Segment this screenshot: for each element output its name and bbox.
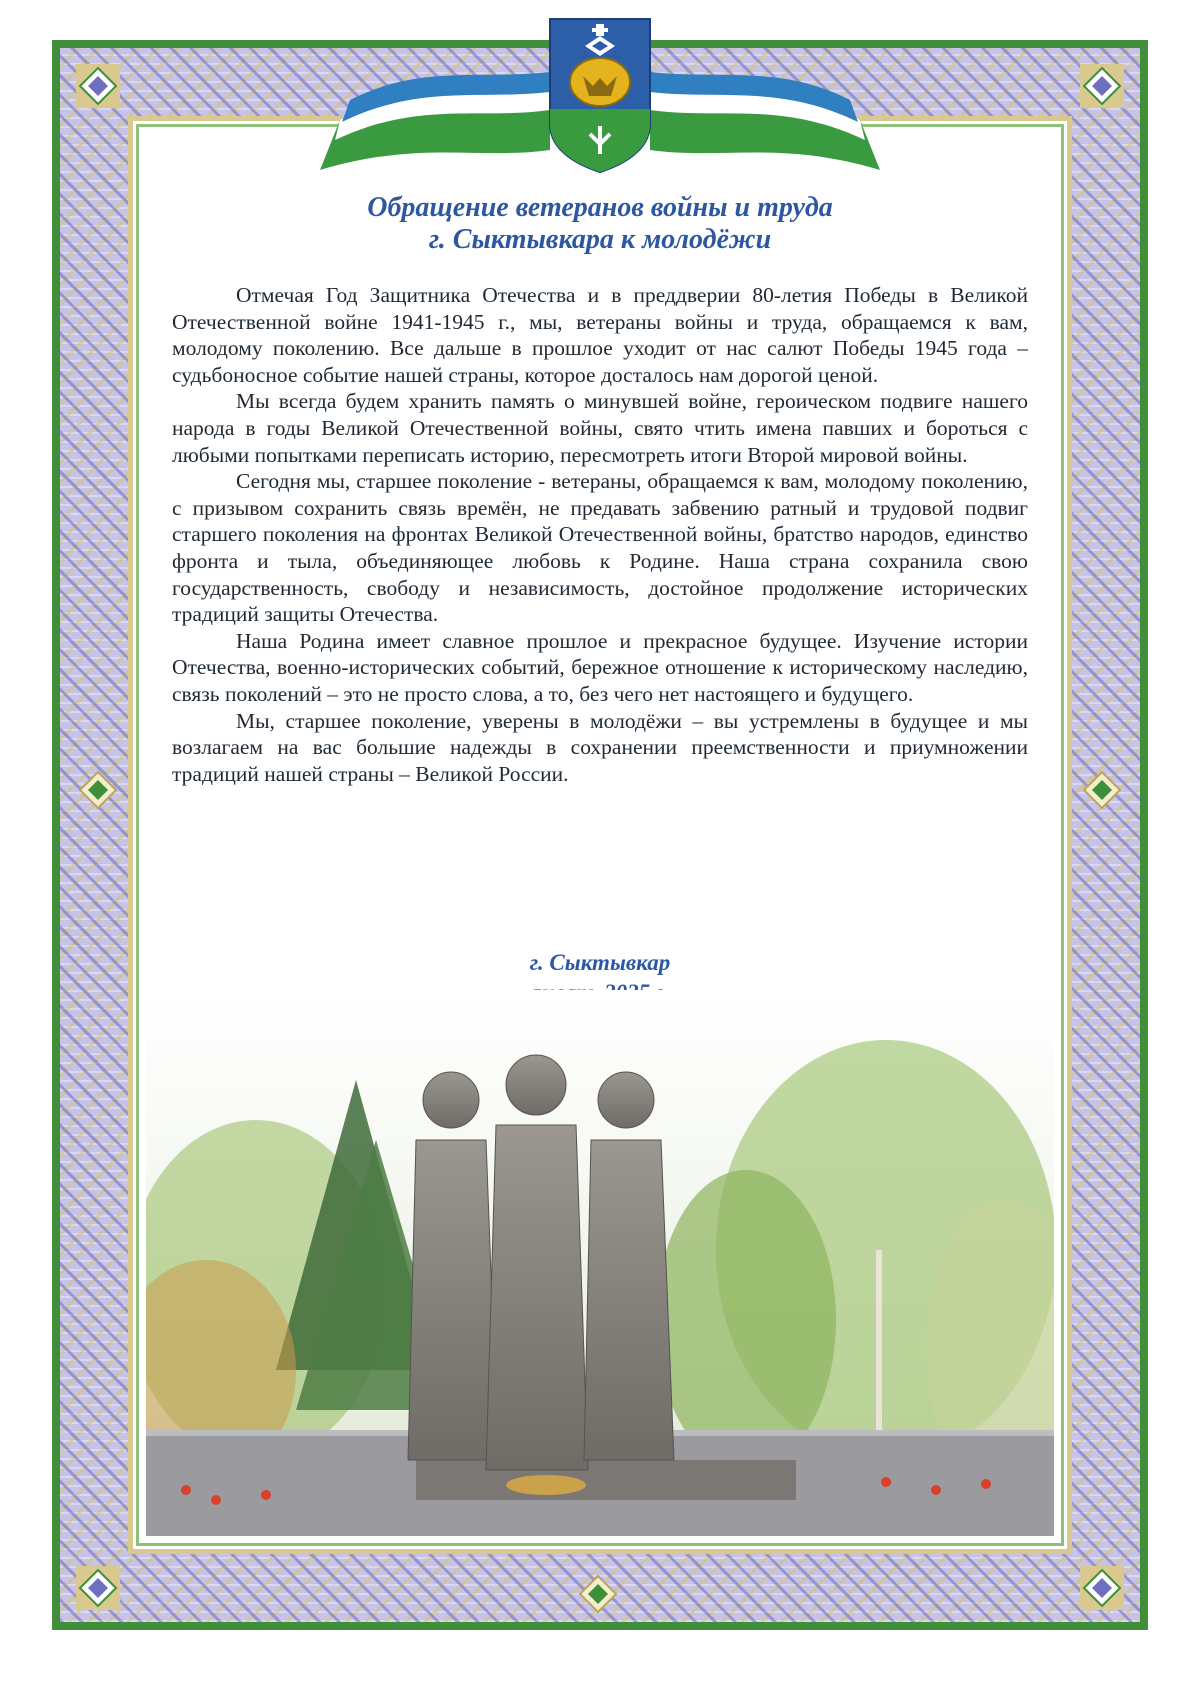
syktyvkar-coat-of-arms-icon (545, 14, 655, 174)
memorial-photo (146, 990, 1054, 1536)
corner-ornament-icon (1080, 64, 1124, 108)
paragraph: Наша Родина имеет славное прошлое и прекрасное будущее. Изучение истории Отечества, военно-исторических событий, бережное отношение к историческому наследию, связь поколений – это не просто слова, а то, без чего нет настоящего и будущего. (172, 628, 1028, 706)
bottom-diamond-ornament-icon (578, 1574, 618, 1614)
paragraph: Мы, старшее поколение, уверены в молодёжи – вы устремлены в будущее и мы возлагаем на вас большие надежды в сохранении преемственности и приумножении традиций нашей страны – Великой России. (172, 708, 1028, 786)
paragraph: Мы всегда будем хранить память о минувшей войне, героическом подвиге нашего народа в годы Великой Отечественной войны, свято чтить имена павших и бороться с любыми попытками переписать историю, пересмотреть итоги Второй мировой войны. (172, 389, 1028, 467)
appeal-body (172, 282, 1028, 787)
page-title (160, 192, 1040, 256)
title-line-2: г. Сыктывкара к молодёжи (428, 224, 772, 255)
corner-ornament-icon (76, 1566, 120, 1610)
corner-ornament-icon (1080, 1566, 1124, 1610)
title-line-1: Обращение ветеранов войны и труда (367, 192, 833, 223)
side-diamond-ornament-icon (78, 770, 118, 810)
corner-ornament-icon (76, 64, 120, 108)
side-diamond-ornament-icon (1082, 770, 1122, 810)
signature-city: г. Сыктывкар (529, 950, 671, 975)
memorial-monument-image (146, 990, 1054, 1536)
paragraph: Сегодня мы, старшее поколение - ветераны, обращаемся к вам, молодому поколению, с призывом сохранить связь времён, не предавать забвению ратный и трудовой подвиг старшего поколения на фронтах Великой Отечественной войны, братство народов, единство фронта и тыла, объединяющее любовь к Родине. Наша страна сохранила свою государственность, свободу и независимость, достойное продолжение исторических традиций защиты Отечества. (172, 469, 1028, 627)
paragraph: Отмечая Год Защитника Отечества и в преддверии 80-летия Победы в Великой Отечественной войне 1941-1945 г., мы, ветераны войны и труда, обращаемся к вам, молодому поколению. Все дальше в прошлое уходит от нас салют Победы 1945 года – судьбоносное событие нашей страны, которое досталось нам дорогой ценой. (172, 283, 1028, 387)
